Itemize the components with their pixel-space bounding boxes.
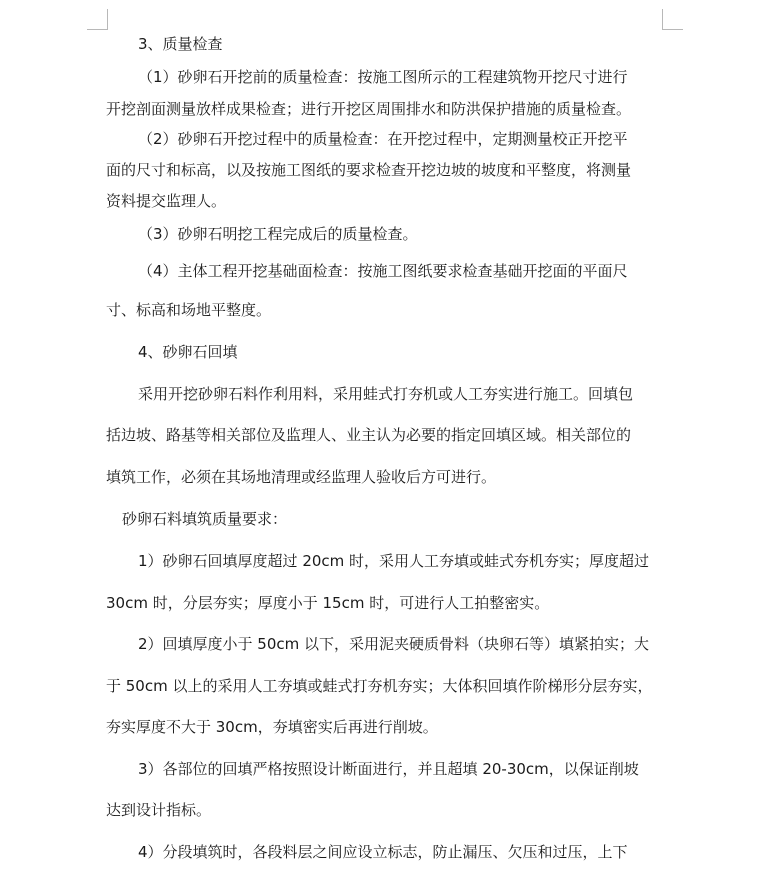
paragraph-line: 开挖剖面测量放样成果检查；进行开挖区周围排水和防洪保护措施的质量检查。 (106, 100, 632, 118)
section-heading-quality-check: 3、质量检查 (138, 35, 223, 53)
subheading-fill-requirements: 砂卵石料填筑质量要求： (122, 510, 288, 528)
paragraph-line: 采用开挖砂卵石料作利用料，采用蛙式打夯机或人工夯实进行施工。回填包 (138, 385, 634, 403)
section-heading-backfill: 4、砂卵石回填 (138, 343, 238, 361)
page-corner-mark-top-right (662, 9, 683, 30)
paragraph-line: （2）砂卵石开挖过程中的质量检查：在开挖过程中，定期测量校正开挖平 (138, 130, 628, 148)
paragraph-line: 于 50cm 以上的采用人工夯填或蛙式打夯机夯实；大体积回填作阶梯形分层夯实， (106, 677, 653, 695)
paragraph-line: （4）主体工程开挖基础面检查：按施工图纸要求检查基础开挖面的平面尺 (138, 262, 628, 280)
paragraph-line: 30cm 时，分层夯实；厚度小于 15cm 时，可进行人工拍整密实。 (106, 594, 550, 612)
paragraph-line: 达到设计指标。 (106, 801, 212, 819)
paragraph-line: （1）砂卵石开挖前的质量检查：按施工图所示的工程建筑物开挖尺寸进行 (138, 68, 628, 86)
page-corner-mark-top-left (87, 9, 108, 30)
paragraph-line: （3）砂卵石明挖工程完成后的质量检查。 (138, 225, 418, 243)
paragraph-line: 面的尺寸和标高，以及按施工图纸的要求检查开挖边坡的坡度和平整度，将测量 (106, 161, 632, 179)
paragraph-line: 2）回填厚度小于 50cm 以下，采用泥夹硬质骨料（块卵石等）填紧拍实；大 (138, 635, 650, 653)
paragraph-line: 填筑工作，必须在其场地清理或经监理人验收后方可进行。 (106, 468, 497, 486)
paragraph-line: 3）各部位的回填严格按照设计断面进行，并且超填 20-30cm，以保证削坡 (138, 760, 639, 778)
paragraph-line: 资料提交监理人。 (106, 192, 227, 210)
paragraph-line: 夯实厚度不大于 30cm，夯填密实后再进行削坡。 (106, 718, 438, 736)
paragraph-line: 4）分段填筑时，各段料层之间应设立标志，防止漏压、欠压和过压，上下 (138, 843, 628, 861)
paragraph-line: 括边坡、路基等相关部位及监理人、业主认为必要的指定回填区域。相关部位的 (106, 426, 632, 444)
paragraph-line: 寸、标高和场地平整度。 (106, 301, 272, 319)
paragraph-line: 1）砂卵石回填厚度超过 20cm 时，采用人工夯填或蛙式夯机夯实；厚度超过 (138, 552, 650, 570)
